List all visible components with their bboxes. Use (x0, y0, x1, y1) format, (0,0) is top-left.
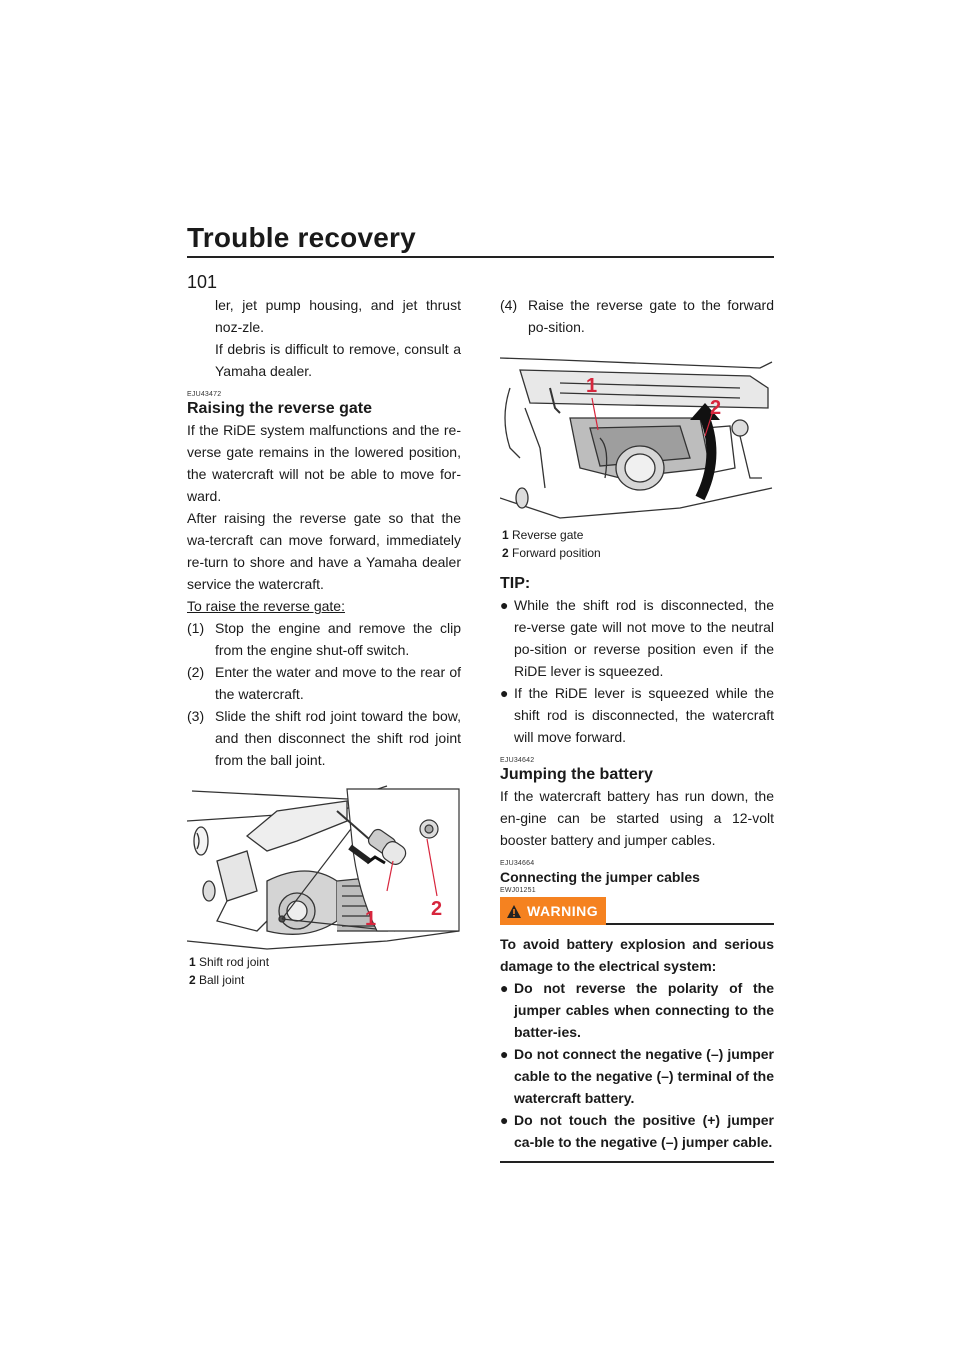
subsection-heading-jumper-cables: Connecting the jumper cables (500, 869, 700, 885)
callout-2: 2 (710, 397, 722, 419)
step-text: Enter the water and move to the rear of the watercraft. (215, 664, 461, 702)
paragraph: If the watercraft battery has run down, the en-gine can be started using a 12-volt booster battery and jumper cables. (500, 788, 774, 848)
callout-1: 1 (365, 908, 377, 930)
warning-header (500, 897, 774, 925)
figure-caption (500, 544, 774, 562)
left-column (187, 294, 461, 989)
tip-item (500, 682, 774, 748)
section-code: EJU34664 (500, 860, 535, 867)
shift-rod-illustration (187, 781, 461, 953)
procedure-step (187, 661, 461, 705)
bullet-icon: ● (500, 685, 509, 701)
bullet-icon: ● (500, 597, 509, 613)
caption-number: 1 (502, 528, 509, 542)
figure-caption (500, 526, 774, 544)
paragraph: After raising the reverse gate so that the wa-tercraft can move forward, immediately re-turn to shore and have a Yamaha dealer service the watercraft. (187, 510, 461, 592)
procedure-step (500, 294, 774, 338)
section-code: EJU34642 (500, 757, 535, 764)
warning-text: Do not connect the negative (–) jumper cable to the negative (–) terminal of the watercraft battery. (514, 1046, 774, 1106)
procedure-subheading: To raise the reverse gate: (187, 598, 345, 614)
step-text: Stop the engine and remove the clip from the engine shut-off switch. (215, 620, 461, 658)
bullet-icon: ● (500, 1046, 509, 1062)
caption-number: 2 (502, 546, 509, 560)
continued-text-1: ler, jet pump housing, and jet thrust noz-zle. (215, 297, 461, 335)
callout-1: 1 (586, 375, 598, 397)
warning-label: WARNING (527, 903, 599, 919)
step-number: (1) (187, 620, 205, 636)
reverse-gate-illustration (500, 348, 774, 526)
tip-text: If the RiDE lever is squeezed while the shift rod is disconnected, the watercraft will move forward. (514, 685, 774, 745)
header-rule (187, 256, 774, 258)
caption-number: 1 (189, 955, 196, 969)
step-text: Slide the shift rod joint toward the bow, and then disconnect the shift rod joint from the ball joint. (215, 708, 461, 768)
caption-text: Forward position (512, 546, 601, 560)
tip-text: While the shift rod is disconnected, the re-verse gate will not move to the neutral po-sition or reverse position even if the RiDE lever is squeezed. (514, 597, 774, 679)
warning-intro: To avoid battery explosion and serious damage to the electrical system: (500, 936, 774, 974)
warning-rule (606, 923, 774, 925)
warning-code: EWJ01251 (500, 887, 536, 894)
paragraph: If the RiDE system malfunctions and the re-verse gate remains in the lowered position, the watercraft will not be able to move for-ward. (187, 422, 461, 504)
procedure-step (187, 705, 461, 771)
bullet-icon: ● (500, 1112, 509, 1128)
step-text: Raise the reverse gate to the forward po-sition. (528, 297, 774, 335)
warning-triangle-icon (506, 904, 522, 919)
bullet-icon: ● (500, 980, 509, 996)
caption-text: Shift rod joint (199, 955, 270, 969)
figure-caption (187, 971, 461, 989)
figure-shift-rod-joint (187, 781, 461, 953)
page-title: Trouble recovery (187, 222, 416, 253)
figure-reverse-gate (500, 348, 774, 526)
warning-item (500, 1043, 774, 1109)
warning-text: Do not reverse the polarity of the jumper cables when connecting to the batter-ies. (514, 980, 774, 1040)
step-number: (3) (187, 708, 205, 724)
section-heading-reverse-gate: Raising the reverse gate (187, 400, 372, 417)
warning-end-rule (500, 1161, 774, 1163)
step-number: (2) (187, 664, 205, 680)
caption-text: Reverse gate (512, 528, 584, 542)
section-heading-jumping-battery: Jumping the battery (500, 766, 653, 783)
step-number: (4) (500, 297, 518, 313)
callout-2: 2 (431, 898, 443, 920)
figure-caption (187, 953, 461, 971)
warning-badge (500, 897, 606, 925)
caption-number: 2 (189, 973, 196, 987)
continued-text-2: If debris is difficult to remove, consult a Yamaha dealer. (215, 341, 461, 379)
warning-body (500, 933, 774, 1153)
right-column (500, 294, 774, 1163)
section-code: EJU43472 (187, 391, 222, 398)
caption-text: Ball joint (199, 973, 245, 987)
tip-item (500, 594, 774, 682)
warning-item (500, 1109, 774, 1153)
warning-item (500, 977, 774, 1043)
page-number: 101 (187, 272, 218, 292)
procedure-step (187, 617, 461, 661)
tip-heading: TIP: (500, 575, 531, 592)
warning-text: Do not touch the positive (+) jumper ca-ble to the negative (–) jumper cable. (514, 1112, 774, 1150)
